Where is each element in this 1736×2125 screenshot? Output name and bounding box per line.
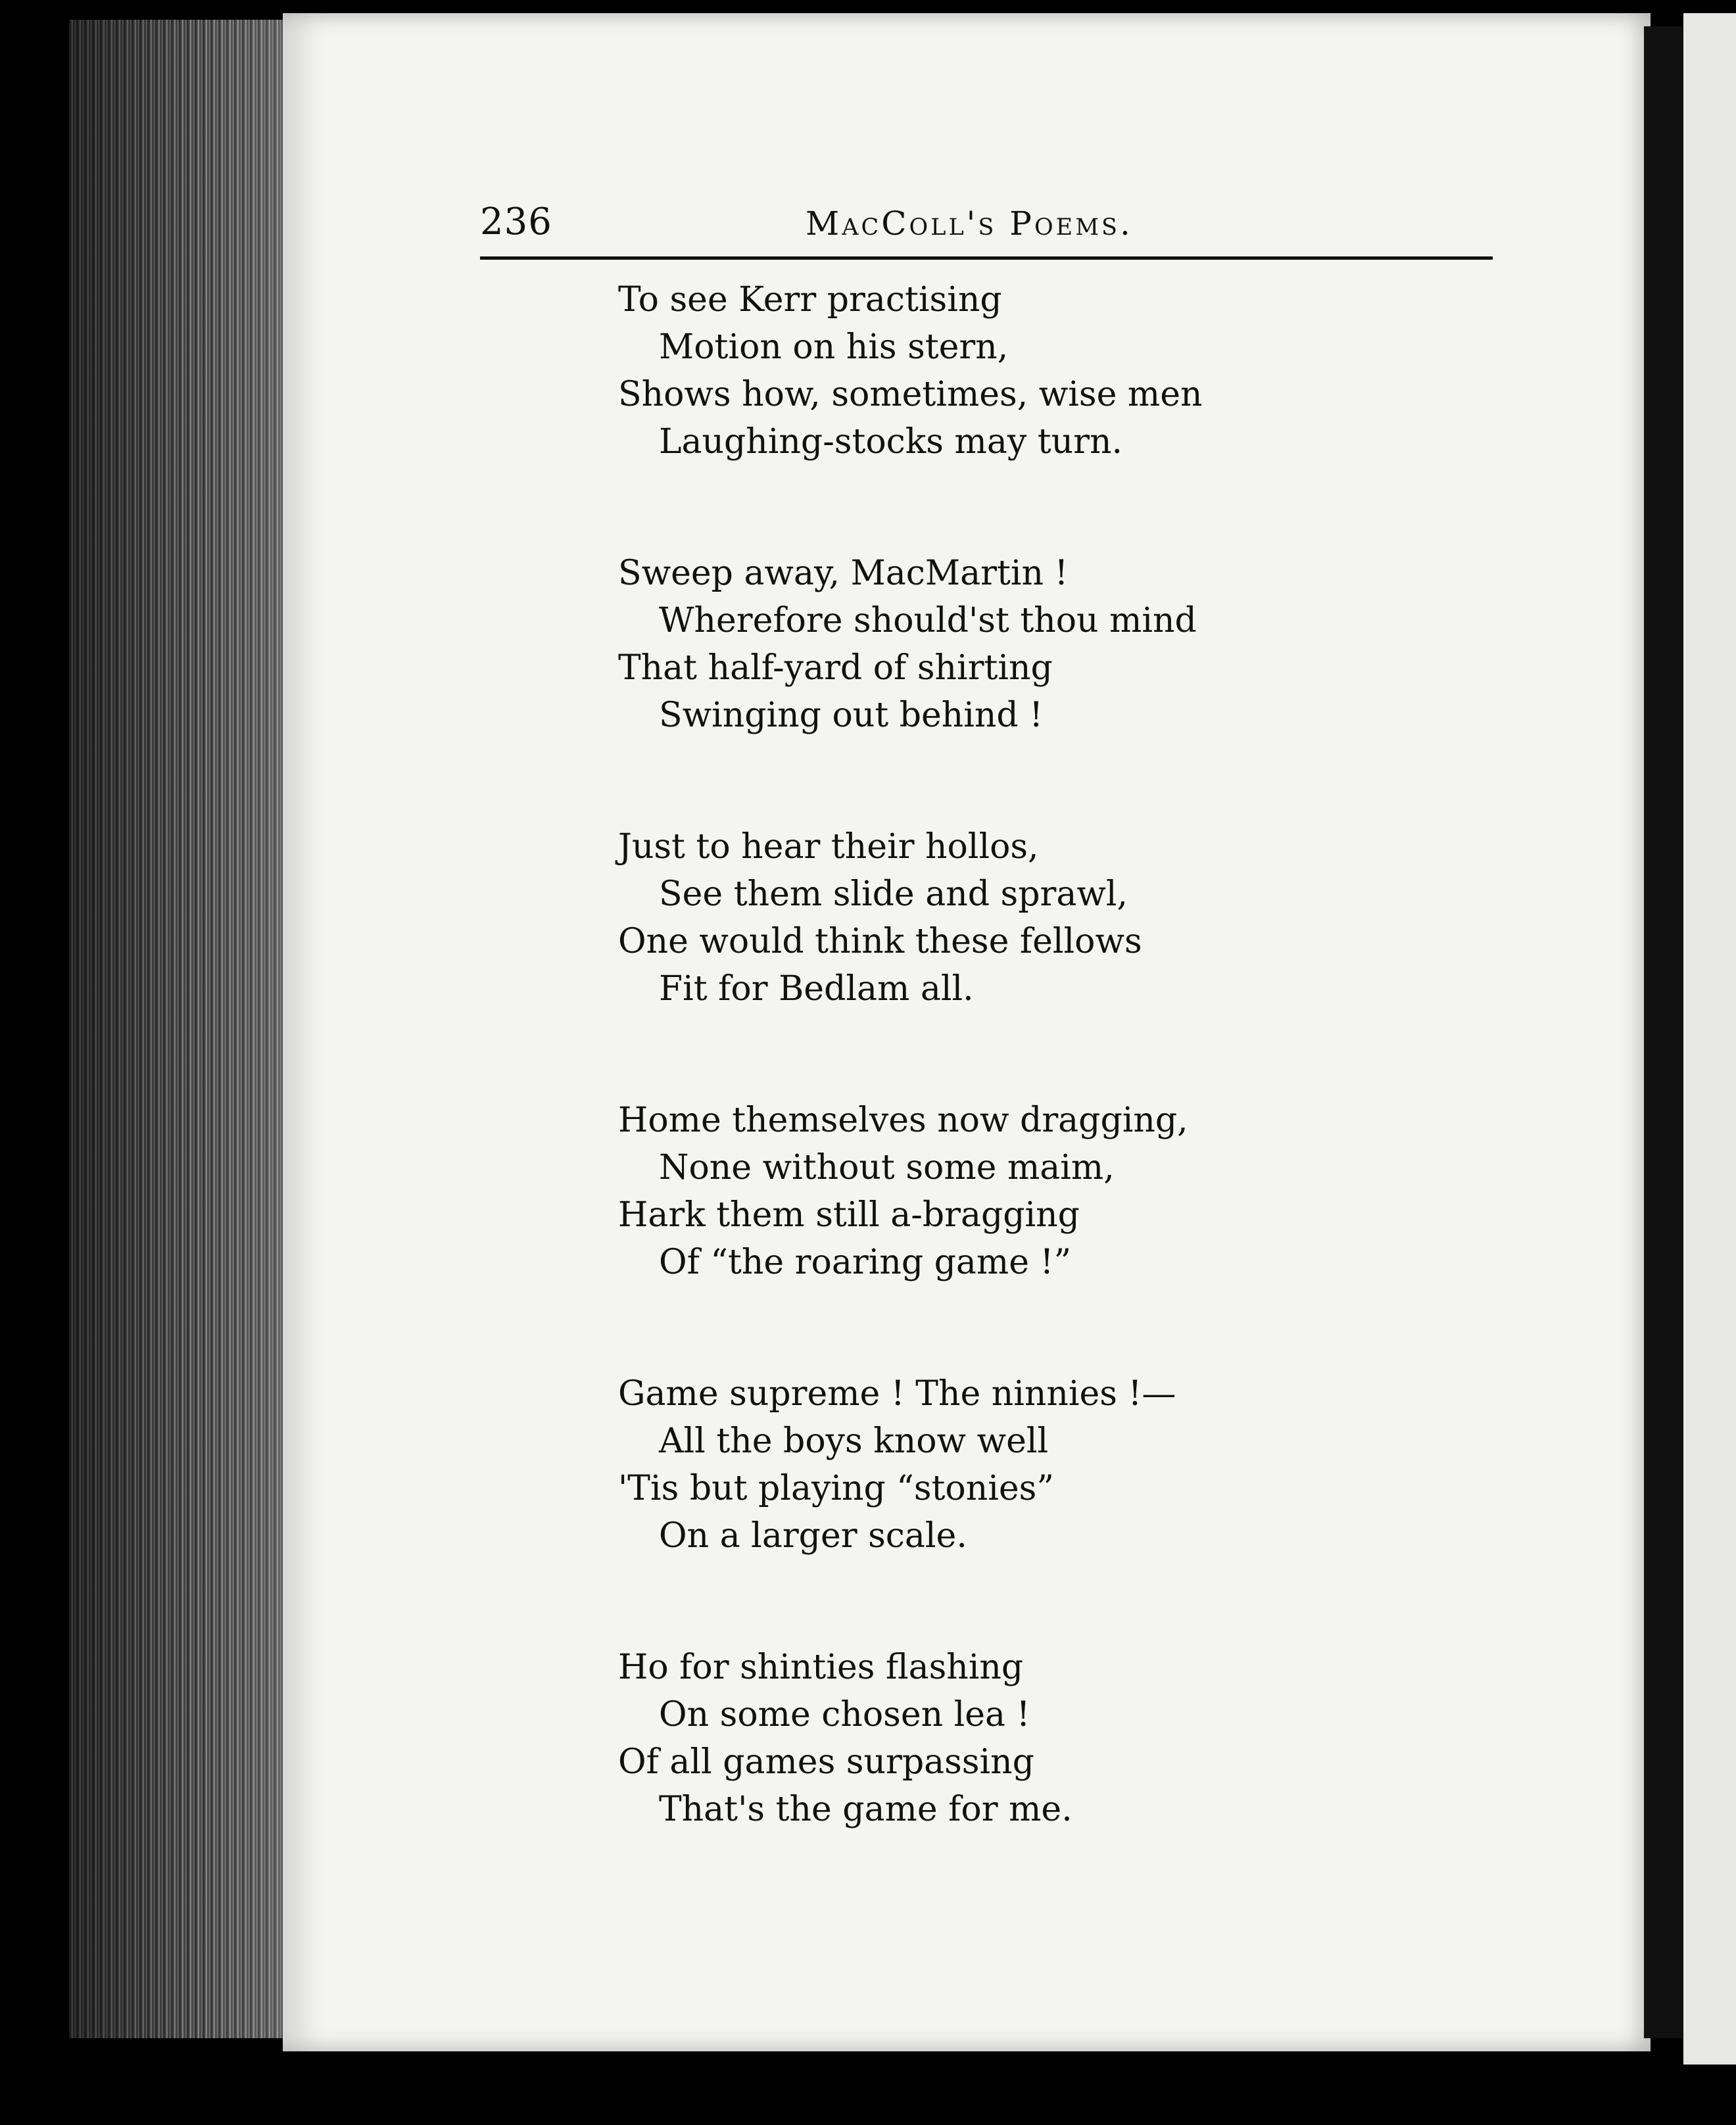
poem-line: See them slide and sprawl, bbox=[659, 874, 1128, 914]
stanza bbox=[618, 1097, 1473, 1286]
poem-line: Of “the roaring game !” bbox=[659, 1243, 1072, 1282]
poem-line: Laughing-stocks may turn. bbox=[659, 422, 1122, 462]
stanza bbox=[618, 550, 1473, 739]
poem-line: One would think these fellows bbox=[618, 922, 1142, 961]
running-head: MacColl's Poems. bbox=[806, 204, 1133, 243]
poem-line: 'Tis but playing “stonies” bbox=[618, 1469, 1054, 1508]
poem-line: Just to hear their hollos, bbox=[618, 827, 1039, 867]
poem-line: Game supreme ! The ninnies !— bbox=[618, 1374, 1176, 1414]
poem-line: On a larger scale. bbox=[659, 1516, 967, 1556]
book-gutter-shadow bbox=[1644, 26, 1683, 2038]
poem-line: On some chosen lea ! bbox=[659, 1695, 1030, 1734]
poem-line: None without some maim, bbox=[659, 1148, 1115, 1187]
poem-line: Swinging out behind ! bbox=[659, 696, 1044, 735]
poem-line: That's the game for me. bbox=[659, 1790, 1073, 1829]
poem-line: Shows how, sometimes, wise men bbox=[618, 375, 1203, 414]
page-stack-edge bbox=[69, 20, 286, 2038]
poem-body bbox=[618, 276, 1473, 1917]
facing-page-edge bbox=[1683, 13, 1736, 2065]
poem-line: Hark them still a-bragging bbox=[618, 1195, 1080, 1235]
page-header bbox=[480, 201, 1493, 253]
stanza bbox=[618, 1644, 1473, 1833]
poem-line: Home themselves now dragging, bbox=[618, 1101, 1188, 1140]
poem-line: Ho for shinties flashing bbox=[618, 1648, 1024, 1687]
page-number: 236 bbox=[480, 201, 552, 243]
poem-line: Sweep away, MacMartin ! bbox=[618, 554, 1069, 593]
header-rule bbox=[480, 256, 1493, 260]
poem-line: That half-yard of shirting bbox=[618, 648, 1053, 688]
poem-line: Wherefore should'st thou mind bbox=[659, 601, 1197, 640]
poem-line: To see Kerr practising bbox=[618, 280, 1002, 320]
stanza bbox=[618, 276, 1473, 466]
poem-line: Motion on his stern, bbox=[659, 327, 1009, 367]
stanza bbox=[618, 1370, 1473, 1560]
poem-line: Of all games surpassing bbox=[618, 1742, 1034, 1782]
poem-line: All the boys know well bbox=[659, 1421, 1049, 1461]
poem-line: Fit for Bedlam all. bbox=[659, 969, 974, 1009]
stanza bbox=[618, 823, 1473, 1013]
